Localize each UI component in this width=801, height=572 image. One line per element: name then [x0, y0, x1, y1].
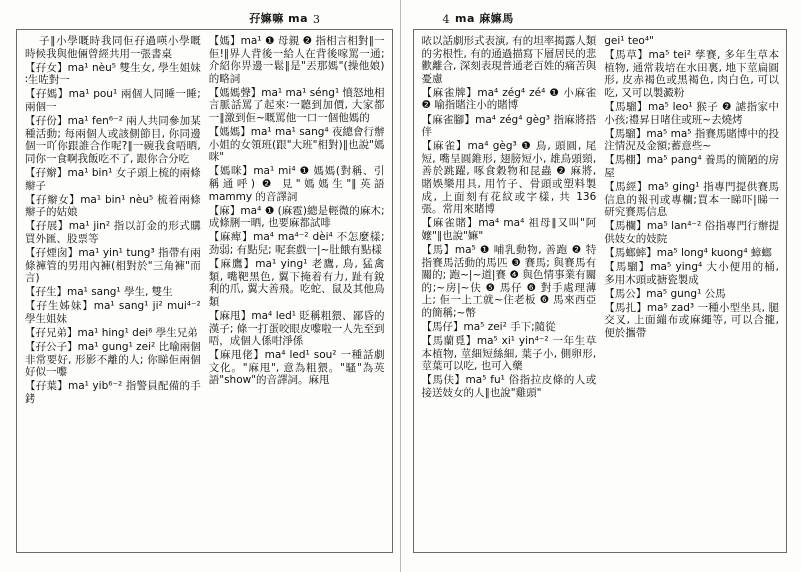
entry: 【馬公】ma⁵ gung¹ 公馬: [604, 287, 726, 300]
entry: 【馬伕】ma⁵ fu¹ 俗指拉皮條的人或接送妓女的人∥也說"雞頭": [421, 374, 597, 400]
entry: 【麻雀牌】ma⁴ zég⁴ zé⁴ ❶ 小麻雀 ❷ 喻指賭注小的賭博: [421, 86, 597, 112]
entry: 【孖份】ma¹ fen⁶⁻² 兩人共同參加某種活動; 每兩個人或該側節目, 你同邊個一吖你跟誰合作呢?∥一碗我食唔晒, 同你一食啊我飯吃不了, 跟你合分吃: [25, 115, 201, 165]
entry: 【馬仔】ma⁵ zei² 手下;隨從: [421, 321, 556, 334]
entry: 【麻甩】ma⁴ led¹ 貶稱粗猥、鄙昏的漢子; 條一打蛋咬眼皮嚟啦一人先至到唔，成個人係咁淨係: [208, 309, 385, 348]
entry: 【馬騮】ma⁵ leo¹ 猴子 ❷ 謔指家中小孩;禮昇日啫住或班~去燒烤: [604, 100, 779, 126]
entry: 【孖辮】ma¹ bin¹ 女子頭上梳的兩條辮子: [25, 166, 201, 192]
entry: 【媽媽】ma¹ ma¹ sang⁴ 夜總會行辦小姐的女領班(跟"大班"相對)∥也說"媽咪": [208, 126, 385, 164]
entry: 【馬欄】ma⁵ lan⁴⁻² 俗指專門行辦提供妓女的妓院: [604, 220, 779, 245]
entry: 𠲖以話劇形式表演, 有的坦率揭露人類的劣根性, 有的通過描寫下層居民的悲歡離合, 深刻表現普通老百姓的痛苦與憂慮: [421, 35, 597, 85]
entry: 【媽】ma¹ ❶ 母親 ❷ 指相言相對∥一佢!∥界人背後一給人在背後𠺢罵一通; 介紹你畀邊一鬆∥是"丟那媽"(操他娘)的略詞: [208, 35, 385, 85]
entry: 【媽咪】ma¹ mi⁴ ❶ 媽媽(對稱、引稱通呼) ❷ 見"媽媽生"∥英語 mammy 的音譯詞: [208, 165, 385, 203]
entry: 【孖展】ma¹ jin² 指以訂金的形式購買外匯、股票等: [25, 220, 201, 245]
entry: 【麻雀賭】ma⁴ ma⁴ 祖母∥又叫"阿嬤"∥也說"嫲": [421, 217, 597, 242]
right-page-number: 4: [442, 13, 450, 26]
entry: 【孖兄弟】ma¹ hing¹ dei⁶ 學生兄弟: [25, 327, 198, 340]
entry: 【麻】ma⁴ ❶ (麻雹)總是輕微的麻木; 成條脷一晒, 也要麻都試啡: [208, 204, 385, 230]
entry: 子∥小學嘅時我同佢孖過𠸄小學嘅時候我與他倆曾經共用一張書桌: [25, 35, 201, 60]
entry: 【孖女】ma¹ nèu⁵ 雙生女, 學生姐妹∶生咗對一: [25, 61, 201, 87]
entry: 【麻雀】ma⁴ gèg³ ❶ 鳥, 頭圓, 尾短, 嘴呈圓錐形, 翅膀短小, 雄鳥頭頸, 善於跳躍, 啄食穀物和昆蟲 ❷ 麻將, 賭娛樂用具, 用竹子、骨頭或塑料製成, 上面刻有花紋或字樣, 共 136 張。常用來賭博: [421, 140, 597, 216]
entry: 【麻痺】ma⁴ ma⁴⁻² dèi⁴ 不怎麼樣; 劲弱; 有點兒; 呢套戲一|~肚餓有點樣: [208, 231, 385, 256]
left-page-text-frame: [16, 29, 393, 553]
left-page-number: 3: [313, 13, 321, 26]
entry: 【媽媽聲】ma¹ ma¹ séng¹ 憤怒地相言脈話罵了起來∶一聽到加價, 大家都一∥激到佢~嘅罵他一口一個他媽的: [208, 86, 385, 125]
right-page: [401, 0, 801, 572]
right-page-text-frame: [413, 29, 788, 553]
entry: 【馬蘭覓】ma⁵ xi¹ yin⁴⁻² 一年生草本植物, 莖細短絲細, 葉子小, 側卵形, 莖葉可以吃, 也可入藥: [421, 335, 597, 373]
entry: 【馬經】ma⁵ ging¹ 指專門提供賽馬信息的報刊或專欄;買本一睇吓|睇一研究賽馬信息: [604, 181, 779, 219]
entry: 【馬草】ma⁵ tei² 孳賽, 多年生草本植物, 通常栽培在水田裏, 地下莖扁圓形, 皮赤褐色或黑褐色, 肉白色, 可以吃, 又可以製澱粉: [604, 49, 779, 99]
right-page-header-text: ma 麻嫲馬: [455, 12, 514, 25]
entry: 【孖葉】ma¹ yib⁶⁻² 指警員配備的手銬: [25, 380, 201, 406]
entry: 【馬騮】ma⁵ ying⁴ 大小便用的桶, 多用木頭或搪瓷製成: [604, 261, 779, 286]
entry: 【孖辮女】ma¹ bin¹ nèu⁵ 梳着兩條辮子的姑娘: [25, 193, 201, 219]
entry: 【馬騮】ma⁵ ma⁵ 指賽馬賭博中的投注情況及金額;蓄意些~: [604, 127, 779, 153]
entry: 【麻鷹】ma¹ ying¹ 老鷹, 鳥, 猛禽類, 嘴靶黑色, 翼下掩着有力, 趾有銳利的爪, 翼大善飛。吃蛇、鼠及其他鳥類: [208, 258, 385, 308]
left-page-header: [16, 10, 393, 26]
entry: 【孖生姊妹】ma¹ sang¹ ji² mui⁴⁻² 學生姐妹: [25, 300, 201, 325]
entry: gei¹ teo⁴": [604, 35, 654, 47]
entry: 【麻雀腳】ma⁴ zég⁴ gèg³ 指麻將搭伴: [421, 113, 597, 139]
entry: 【馬螂蟀】ma⁵ long⁴ kuong⁴ 蟑螂: [604, 247, 772, 259]
left-page-header-text: 孖嫲嘛 ma: [249, 12, 308, 25]
entry: 【孖公子】ma¹ gung¹ zei² 比喻兩個非常要好, 形影不離的人; 你睇佢兩個好似一嚟: [25, 341, 201, 379]
entry: 【馬】ma⁵ ❶ 哺乳動物, 善跑 ❷ 特指賽馬活動的馬匹 ❸ 賽馬; 與賽馬有關的; 跑~|~道|賽 ❹ 與色情事業有關的;~房|~伕 ❺ 馬仔 ❻ 對手處理薄上; 佢一上工就~住老板 ❻ 馬來西亞的簡稱;~幣: [421, 244, 597, 319]
right-page-header: [413, 10, 788, 26]
entry: 【孖媽】ma¹ pou¹ 兩個人同睡一睡; 兩個一: [25, 88, 201, 113]
entry: 【馬扎】ma⁵ zad³ 一種小型坐具, 腿交叉, 上面繃布或麻繩等, 可以合攏, 便於攜帶: [604, 301, 779, 340]
entry: 【孖煙囱】ma¹ yin¹ tung³ 指帶有兩條褲管的男用內褲(相對於"三角褲"而言): [25, 247, 201, 285]
entry: 【麻甩佬】ma⁴ led¹ sou² 一種話劇文化。"麻甩", 意為粗猥。"騷"為英語"show"的音譯詞。麻甩: [208, 349, 385, 387]
entry: 【馬棚】ma⁵ pang⁴ 養馬的簡陋的房屋: [604, 154, 779, 179]
entry: 【孖生】ma¹ sang¹ 學生, 雙生: [25, 286, 173, 299]
